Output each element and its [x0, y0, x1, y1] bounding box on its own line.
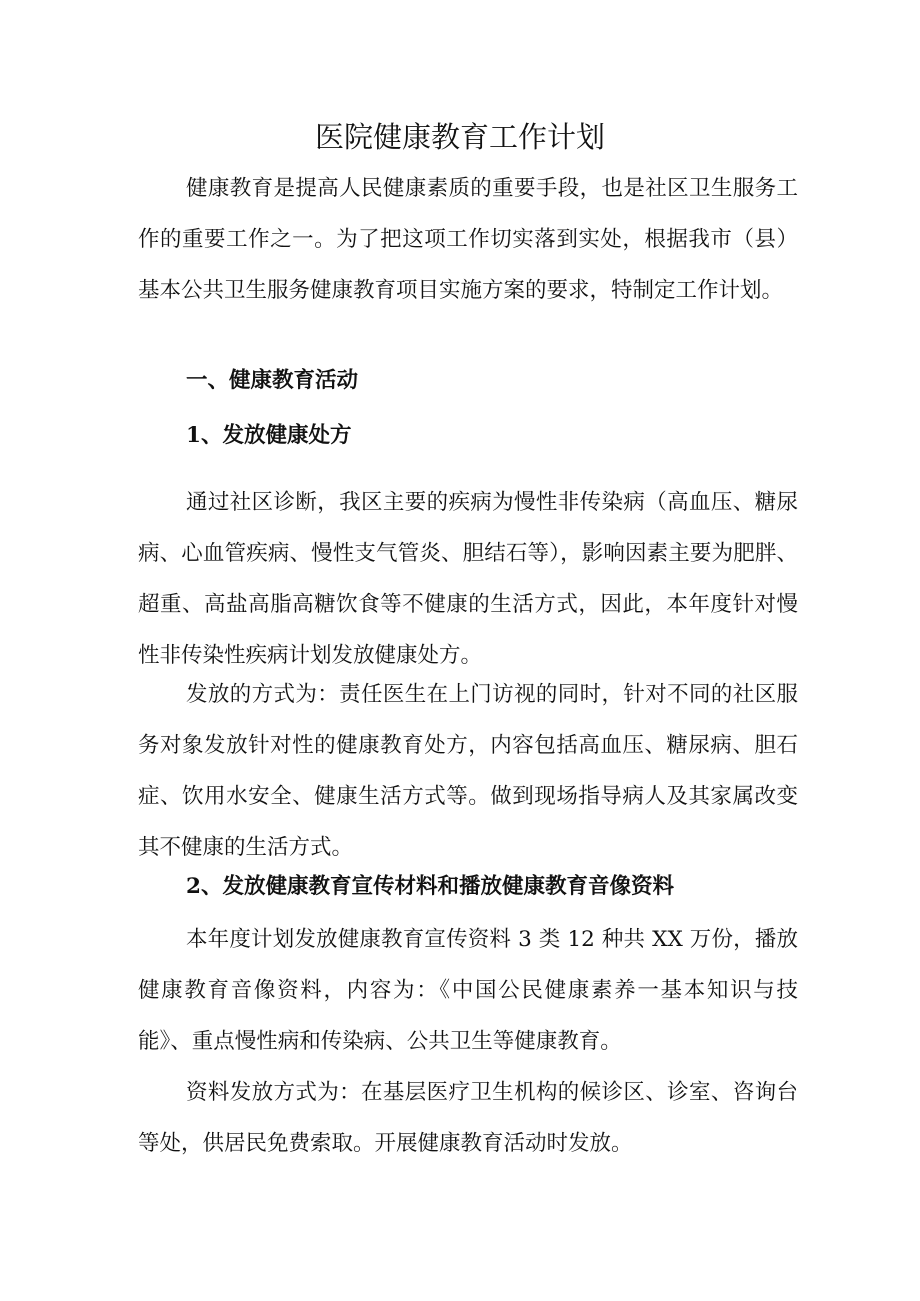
body-paragraph: 资料发放方式为：在基层医疗卫生机构的候诊区、诊室、咨询台等处，供居民免费索取。开展健康教育活动时发放。: [138, 1080, 798, 1156]
subsection-heading-health-prescriptions: 1、发放健康处方: [186, 423, 352, 448]
body-paragraph: 通过社区诊断，我区主要的疾病为慢性非传染病（高血压、糖尿病、心血管疾病、慢性支气管炎、胆结石等），影响因素主要为肥胖、超重、高盐高脂高糖饮食等不健康的生活方式，因此，本年度针对慢性非传染性疾病计划发放健康处方。: [138, 490, 798, 668]
subsection-heading-promotional-materials: 2、发放健康教育宣传材料和播放健康教育音像资料: [186, 874, 674, 899]
page-title: 医院健康教育工作计划: [314, 120, 605, 154]
body-paragraph: 本年度计划发放健康教育宣传资料 3 类 12 种共 XX 万份，播放健康教育音像资料，内容为：《中国公民健康素养一基本知识与技能》、重点慢性病和传染病、公共卫生等健康教育。: [138, 927, 798, 1054]
body-paragraph: 发放的方式为：责任医生在上门访视的同时，针对不同的社区服务对象发放针对性的健康教育处方，内容包括高血压、糖尿病、胆石症、饮用水安全、健康生活方式等。做到现场指导病人及其家属改变其不健康的生活方式。: [138, 682, 798, 860]
intro-paragraph: 健康教育是提高人民健康素质的重要手段，也是社区卫生服务工作的重要工作之一。为了把这项工作切实落到实处，根据我市（县）基本公共卫生服务健康教育项目实施方案的要求，特制定工作计划。: [138, 176, 798, 303]
section-heading-health-education-activities: 一、健康教育活动: [186, 368, 359, 393]
